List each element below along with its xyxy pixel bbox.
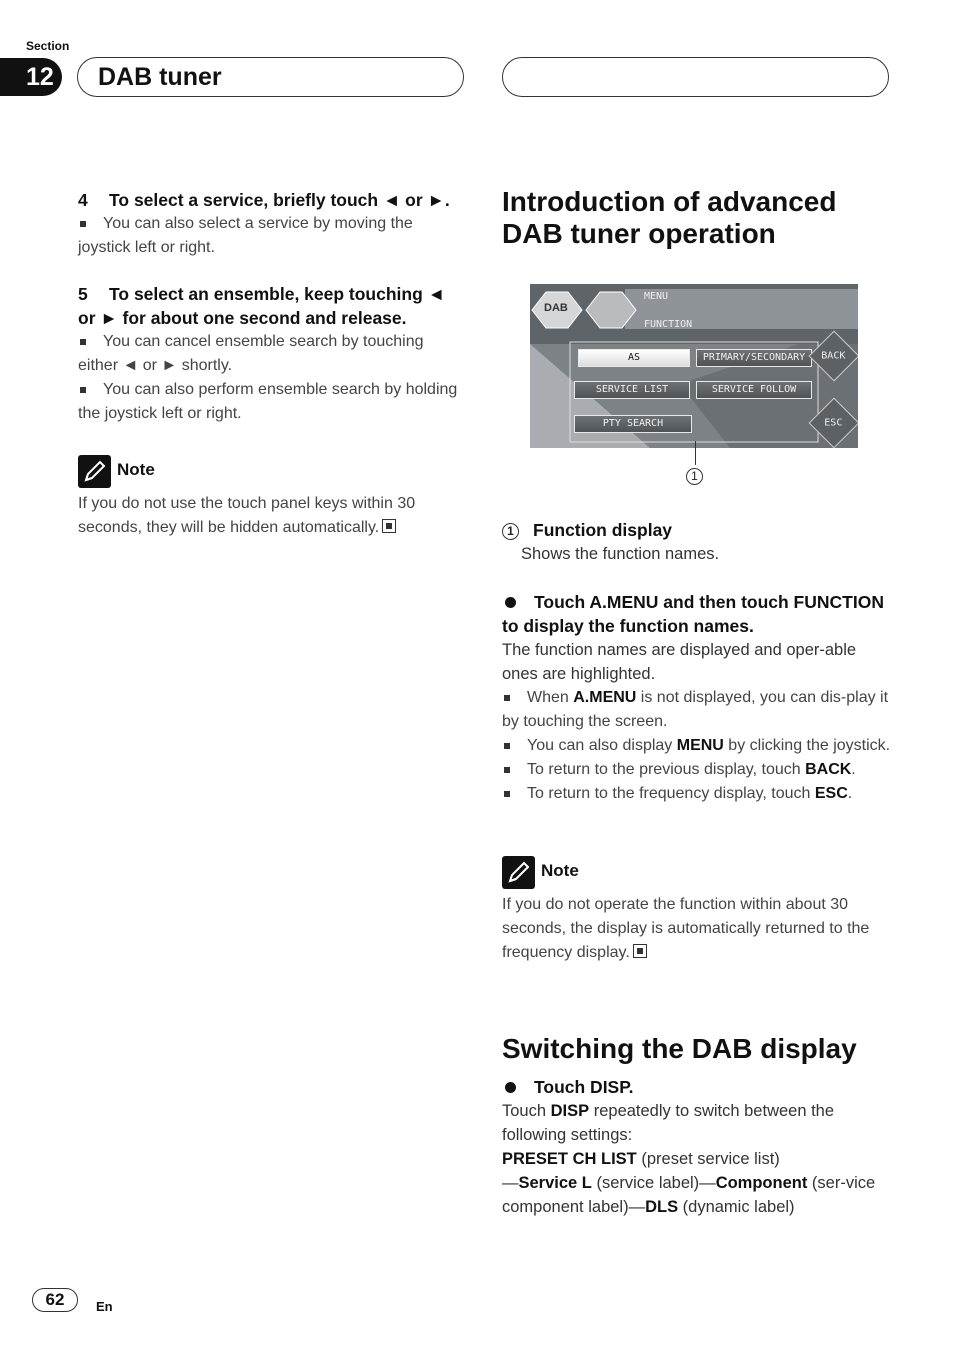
bullet-esc: To return to the frequency display, touch ESC. — [502, 782, 892, 806]
end-mark-icon-2 — [633, 944, 647, 958]
screen-function-label: FUNCTION — [644, 319, 693, 330]
left-column — [78, 188, 464, 426]
note-pencil-icon-2 — [502, 856, 535, 889]
section-heading-advanced: Introduction of advanced DAB tuner operation — [502, 186, 837, 249]
screen-btn-as[interactable]: AS — [578, 349, 690, 367]
step-5-heading: 5 To select an ensemble, keep touching ◄ or ► for about one second and release. — [78, 284, 445, 328]
screen-esc-button[interactable]: ESC — [809, 398, 858, 448]
step-5-bullet-1: You can cancel ensemble search by touching either ◄ or ► shortly. — [78, 333, 424, 374]
note-label: Note — [117, 460, 155, 479]
screen-btn-service-follow[interactable]: SERVICE FOLLOW — [696, 381, 812, 399]
screen-back-button[interactable]: BACK — [809, 331, 858, 382]
instruction-heading: Touch A.MENU and then touch FUNCTION to display the function names. — [502, 592, 884, 636]
step-5-bullet-2: You can also perform ensemble search by holding the joystick left or right. — [78, 381, 458, 422]
disp-settings: PRESET CH LIST (preset service list) —Service L (service label)—Component (ser-vice component label)—DLS (dynamic label) — [502, 1150, 876, 1216]
callout-description: Shows the function names. — [521, 545, 720, 563]
bullet-back: To return to the previous display, touch BACK. — [502, 758, 892, 782]
header-empty-pill — [502, 57, 889, 97]
section-number-badge: 12 — [0, 58, 62, 96]
page-number: 62 — [32, 1288, 78, 1312]
disp-heading: Touch DISP. — [502, 1075, 892, 1099]
screen-dab-logo: DAB — [544, 302, 568, 314]
section-heading-switching: Switching the DAB display — [502, 1033, 857, 1064]
section-label: Section — [26, 39, 70, 53]
language-code: En — [96, 1299, 113, 1314]
bullet-amenu: When A.MENU is not displayed, you can dis-play it by touching the screen. — [502, 689, 889, 730]
callout-marker: 1 — [686, 468, 703, 486]
note-label-2: Note — [541, 861, 579, 880]
end-mark-icon — [382, 519, 396, 533]
step-4-bullet: You can also select a service by moving the joystick left or right. — [78, 215, 413, 256]
callout-leader-line — [695, 441, 696, 465]
screen-btn-service-list[interactable]: SERVICE LIST — [574, 381, 690, 399]
note-text: If you do not use the touch panel keys within 30 seconds, they will be hidden automatically. — [78, 495, 416, 536]
bullet-menu: You can also display MENU by clicking the joystick. — [502, 734, 892, 758]
right-column-body — [502, 518, 892, 806]
screen-btn-primary-secondary[interactable]: PRIMARY/SECONDARY — [696, 349, 812, 367]
instruction-body: The function names are displayed and oper-able ones are highlighted. — [502, 641, 857, 683]
callout-title: 1 Function display — [502, 518, 892, 542]
switching-body — [502, 1075, 892, 1219]
screen-menu-label: MENU — [644, 291, 669, 302]
screen-btn-pty-search[interactable]: PTY SEARCH — [574, 415, 692, 433]
note-text-2: If you do not operate the function within about 30 seconds, the display is automatically returned to the frequency display. — [502, 896, 870, 961]
chapter-title: DAB tuner — [77, 57, 464, 97]
function-display-screen — [530, 284, 858, 448]
disp-intro: Touch DISP repeatedly to switch between the following settings: — [502, 1102, 835, 1144]
note-pencil-icon — [78, 455, 111, 488]
step-4-heading: 4 To select a service, briefly touch ◄ or ►. — [78, 190, 450, 210]
